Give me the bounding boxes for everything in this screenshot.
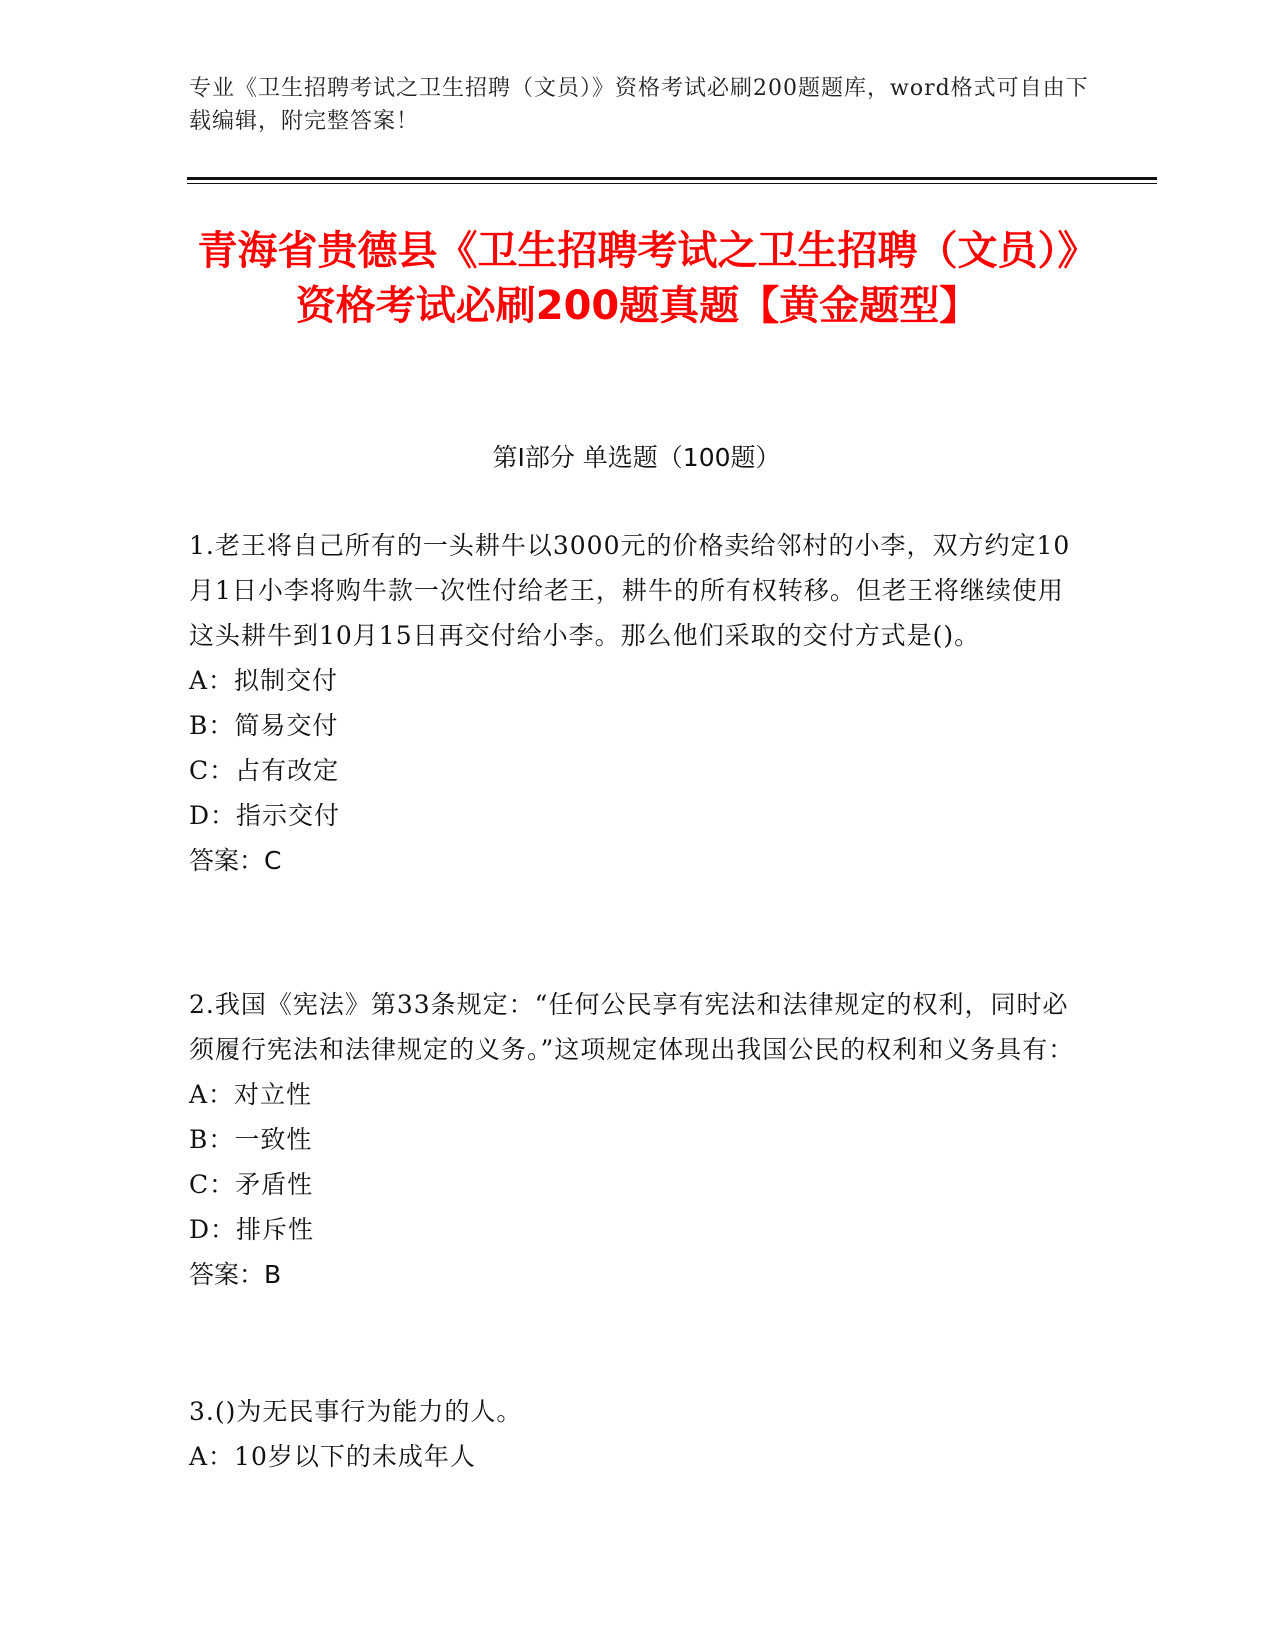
option-c: C：占有改定	[189, 756, 340, 785]
header-divider-thick	[187, 177, 1157, 180]
option-a: A：对立性	[189, 1080, 313, 1109]
option-b: B：简易交付	[189, 711, 339, 740]
header-note: 专业《卫生招聘考试之卫生招聘（文员）》资格考试必刷200题题库，word格式可自由下载编辑，附完整答案！	[189, 76, 1089, 134]
header-divider-thin	[187, 183, 1157, 184]
option-a: A：10岁以下的未成年人	[189, 1442, 476, 1471]
answer: 答案：B	[189, 1260, 282, 1289]
answer: 答案：C	[189, 846, 282, 875]
document-title: 青海省贵德县《卫生招聘考试之卫生招聘（文员）》资格考试必刷200题真题【黄金题型】	[197, 228, 1078, 329]
section-heading: 第I部分 单选题（100题）	[492, 443, 781, 472]
question-stem: 2.我国《宪法》第33条规定：“任何公民享有宪法和法律规定的权利，同时必须履行宪法和法律规定的义务。”这项规定体现出我国公民的权利和义务具有：	[189, 990, 1075, 1064]
option-d: D：排斥性	[189, 1215, 315, 1244]
question-1	[189, 523, 1079, 883]
option-b: B：一致性	[189, 1125, 313, 1154]
option-a: A：拟制交付	[189, 666, 339, 695]
question-stem: 1.老王将自己所有的一头耕牛以3000元的价格卖给邻村的小李，双方约定10月1日小李将购牛款一次性付给老王，耕牛的所有权转移。但老王将继续使用这头耕牛到10月15日再交付给小李。那么他们采取的交付方式是()。	[189, 531, 1071, 650]
question-3	[189, 1389, 1079, 1479]
option-d: D：指示交付	[189, 801, 341, 830]
question-stem: 3.()为无民事行为能力的人。	[189, 1397, 523, 1426]
option-c: C：矛盾性	[189, 1170, 314, 1199]
question-2	[189, 982, 1079, 1297]
